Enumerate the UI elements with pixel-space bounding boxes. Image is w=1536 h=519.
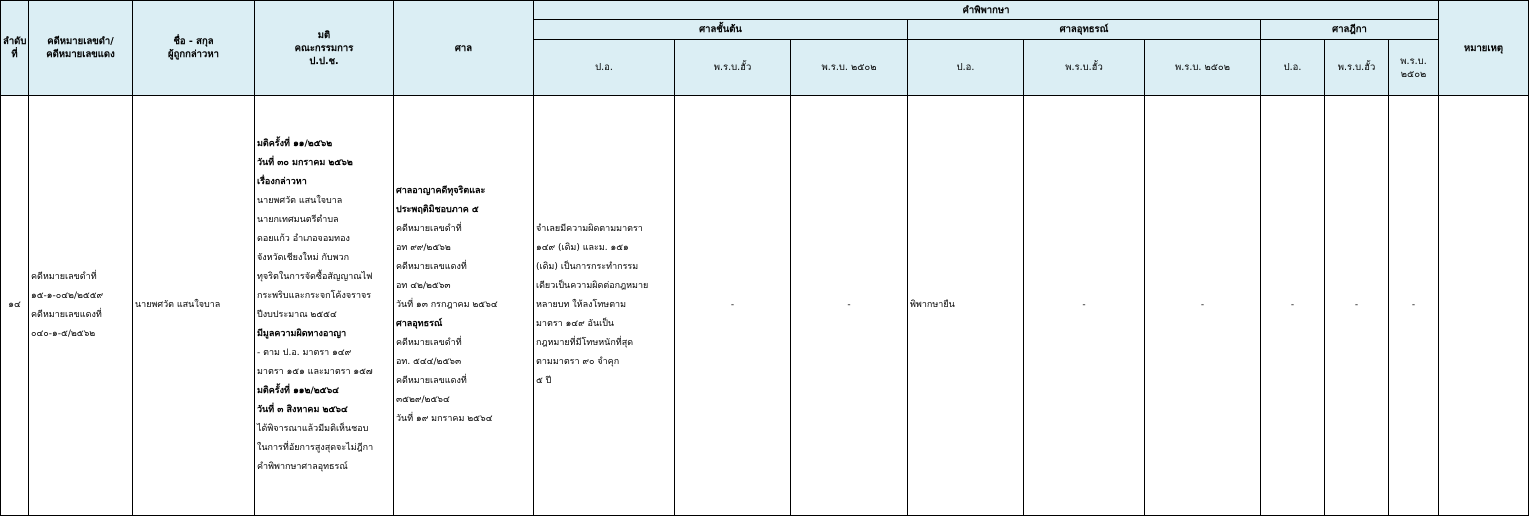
- header-court: ศาล: [394, 1, 534, 96]
- cell-appeal-act2: -: [1145, 96, 1261, 516]
- cell-appeal-act: -: [1024, 96, 1145, 516]
- header-appeal-po: ป.อ.: [908, 40, 1024, 96]
- cell-appeal-po: พิพากษายืน: [908, 96, 1024, 516]
- table-row: [1, 96, 1529, 516]
- cell-supreme-po: -: [1261, 96, 1325, 516]
- header-first-po: ป.อ.: [534, 40, 675, 96]
- header-resolution: มติ คณะกรรมการ ป.ป.ช.: [255, 1, 394, 96]
- header-case: คดีหมายเลขดำ/ คดีหมายเลขแดง: [29, 1, 133, 96]
- header-no: ลำดับ ที่: [1, 1, 29, 96]
- header-supreme-act2: พ.ร.บ. ๒๕๐๒: [1389, 40, 1439, 96]
- header-remark: หมายเหตุ: [1439, 1, 1529, 96]
- cell-court: ศาลอาญาคดีทุจริตและ ประพฤติมิชอบภาค ๕ คดีหมายเลขดำที่ อท ๙๙/๒๕๖๒ คดีหมายเลขแดงที่ อท ๔๒/๒๕๖๓ วันที่ ๑๓ กรกฎาคม ๒๕๖๔ ศาลอุทธรณ์ คดีหมายเลขดำที่ อท. ๕๔๔/๒๕๖๓ คดีหมายเลขแดงที่ ๓๕๒๙/๒๕๖๔ วันที่ ๑๙ มกราคม ๒๕๖๔: [394, 96, 534, 516]
- header-first-court: ศาลชั้นต้น: [534, 20, 908, 40]
- cell-case: คดีหมายเลขดำที่ ๑๕-๑-๐๔๒/๒๕๕๙ คดีหมายเลขแดงที่ ๐๔๐-๑-๕/๒๕๖๒: [29, 96, 133, 516]
- header-appeal-act: พ.ร.บ.ฮั้ว: [1024, 40, 1145, 96]
- cell-name: นายพศวัต แสนใจบาล: [133, 96, 255, 516]
- header-supreme-court: ศาลฎีกา: [1261, 20, 1439, 40]
- cell-remark: [1439, 96, 1529, 516]
- header-judgment: คำพิพากษา: [534, 1, 1439, 20]
- header-first-act2: พ.ร.บ. ๒๕๐๒: [791, 40, 908, 96]
- header-appeal-act2: พ.ร.บ. ๒๕๐๒: [1145, 40, 1261, 96]
- cell-supreme-act: -: [1325, 96, 1389, 516]
- cell-no: ๑๔: [1, 96, 29, 516]
- cell-first-po: จำเลยมีความผิดตามมาตรา ๑๔๙ (เดิม) และม. ๑๕๑ (เดิม) เป็นการกระทำกรรม เดียวเป็นความผิดต่อกฎหมาย หลายบท ให้ลงโทษตาม มาตรา ๑๔๙ อันเป็น กฎหมายที่มีโทษหนักที่สุด ตามมาตรา ๙๐ จำคุก ๕ ปี: [534, 96, 675, 516]
- cell-first-act: -: [675, 96, 791, 516]
- header-supreme-po: ป.อ.: [1261, 40, 1325, 96]
- cell-first-act2: -: [791, 96, 908, 516]
- cell-supreme-act2: -: [1389, 96, 1439, 516]
- header-first-act: พ.ร.บ.ฮั้ว: [675, 40, 791, 96]
- cell-resolution: มติครั้งที่ ๑๑/๒๕๖๒ วันที่ ๓๐ มกราคม ๒๕๖๒ เรื่องกล่าวหา นายพศวัต แสนใจบาล นายกเทศมนตรีตำบล ดอยแก้ว อำเภอจอมทอง จังหวัดเชียงใหม่ กับพวก ทุจริตในการจัดซื้อสัญญาณไฟ กระพริบและกระจกโค้งจราจร ปีงบประมาณ ๒๕๕๔ มีมูลความผิดทางอาญา - ตาม ป.อ. มาตรา ๑๔๙ มาตรา ๑๕๑ และมาตรา ๑๕๗ มติครั้งที่ ๑๑๒/๒๕๖๔ วันที่ ๓ สิงหาคม ๒๕๖๔ ได้พิจารณาแล้วมีมติเห็นชอบ ในการที่อัยการสูงสุดจะไม่ฎีกา คำพิพากษาศาลอุทธรณ์: [255, 96, 394, 516]
- header-supreme-act: พ.ร.บ.ฮั้ว: [1325, 40, 1389, 96]
- header-name: ชื่อ - สกุล ผู้ถูกกล่าวหา: [133, 1, 255, 96]
- header-appeal-court: ศาลอุทธรณ์: [908, 20, 1261, 40]
